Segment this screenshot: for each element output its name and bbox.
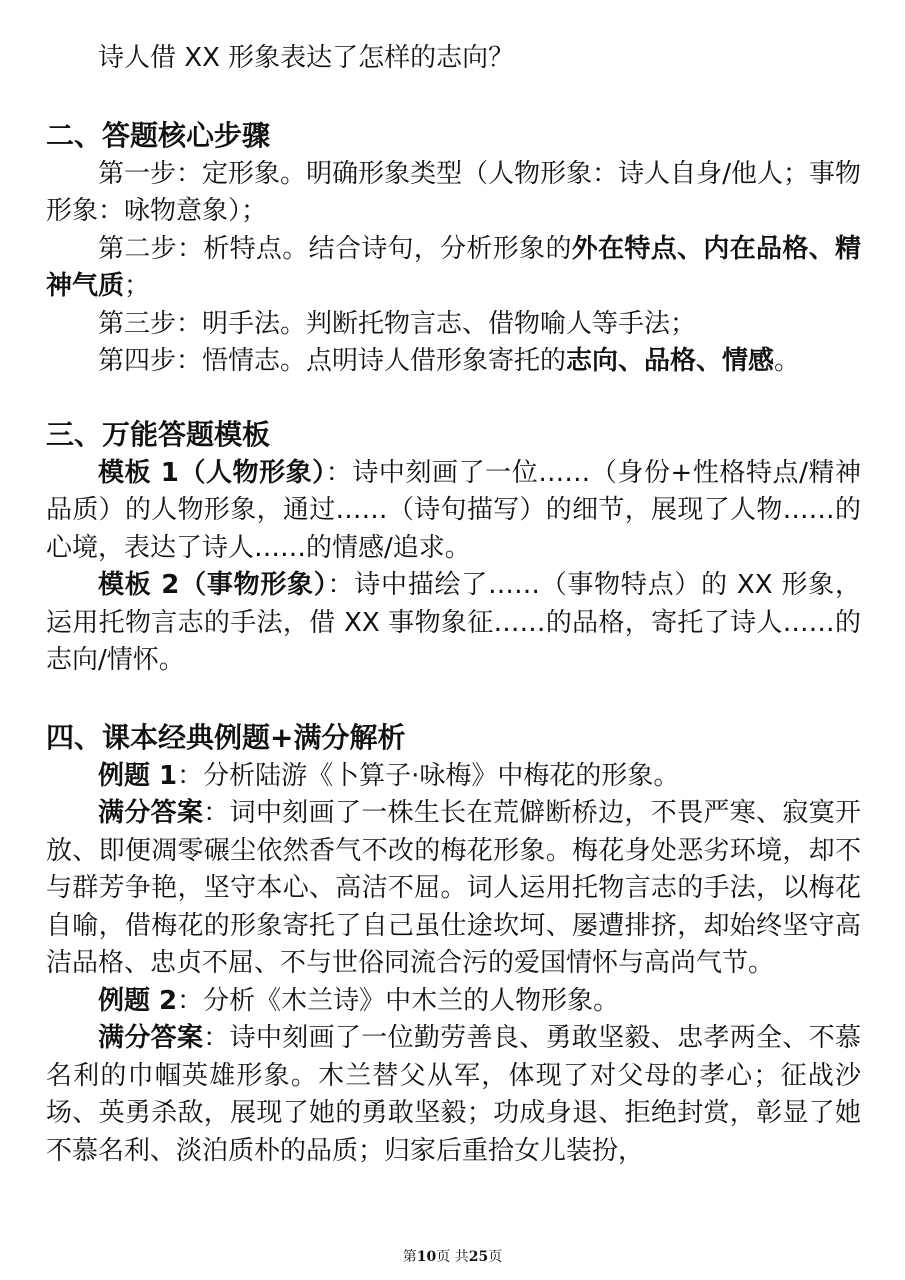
footer-middle: 页 共 (436, 1249, 469, 1265)
section-answer-steps (46, 116, 861, 381)
spacer (46, 381, 861, 415)
step-2-end: ； (124, 271, 151, 301)
answer-1-label: 满分答案 (98, 798, 204, 828)
template-2 (46, 567, 861, 680)
step-4-text: 第四步：悟情志。点明诗人借形象寄托的 (98, 346, 567, 376)
template-2-text: ：诗中描绘了……（事物特点）的 XX 形象，运用托物言志的手法，借 XX 事物象征……的品格，寄托了诗人……的志向/情怀。 (46, 570, 861, 675)
step-2-text: 第二步：析特点。结合诗句，分析形象的 (98, 233, 572, 264)
answer-1 (46, 795, 861, 983)
footer-suffix: 页 (488, 1249, 503, 1265)
section-heading: 四、课本经典例题+满分解析 (46, 720, 406, 754)
answer-2-label: 满分答案 (98, 1023, 204, 1053)
template-1-label: 模板 1（人物形象） (98, 457, 326, 488)
example-2 (46, 983, 861, 1021)
footer-prefix: 第 (402, 1249, 417, 1265)
template-2-label: 模板 2（事物形象） (98, 570, 328, 600)
step-4 (46, 343, 861, 381)
answer-2-text: ：诗中刻画了一位勤劳善良、勇敢坚毅、忠孝两全、不慕名利的巾帼英雄形象。木兰替父从军，体现了对父母的孝心；征战沙场、英勇杀敌，展现了她的勇敢坚毅；功成身退、拒绝封赏，彰显了她不慕名利、淡泊质朴的品质；归家后重拾女儿装扮， (46, 1023, 861, 1166)
answer-2 (46, 1020, 861, 1170)
step-3: 第三步：明手法。判断托物言志、借物喻人等手法； (98, 308, 697, 339)
step-2-emphasis: 外在特点、内在品格、精神气质 (46, 233, 861, 301)
answer-1-text: ：词中刻画了一株生长在荒僻断桥边，不畏严寒、寂寞开放、即便凋零碾尘依然香气不改的梅花形象。梅花身处恶劣环境，却不与群芳争艳，坚守本心、高洁不屈。词人运用托物言志的手法，以梅花自喻，借梅花的形象寄托了自己虽仕途坎坷、屡遭排挤，却始终坚守高洁品格、忠贞不屈、不与世俗同流合污的爱国情怀与高尚气节。 (46, 798, 861, 978)
example-1-text: ：分析陆游《卜算子·咏梅》中梅花的形象。 (177, 760, 680, 791)
section-heading: 三、万能答题模板 (46, 417, 271, 451)
section-answer-templates (46, 415, 861, 680)
spacer (46, 78, 861, 116)
step-2 (46, 231, 861, 306)
step-4-end: 。 (774, 346, 801, 376)
current-page-number: 10 (416, 1249, 437, 1265)
total-page-number: 25 (468, 1249, 489, 1265)
section-examples (46, 718, 861, 1171)
intro-question: 诗人借 XX 形象表达了怎样的志向？ (98, 43, 515, 73)
template-1-text: ：诗中刻画了一位……（身份+性格特点/精神品质）的人物形象，通过……（诗句描写）的细节，展现了人物……的心境，表达了诗人……的情感/追求。 (46, 457, 861, 563)
template-1 (46, 455, 861, 568)
example-1-label: 例题 1 (98, 760, 178, 791)
example-2-label: 例题 2 (98, 985, 178, 1016)
page-footer (0, 1248, 905, 1266)
page-content (46, 40, 861, 1170)
section-heading: 二、答题核心步骤 (46, 118, 271, 152)
example-1 (46, 758, 861, 796)
example-2-text: ：分析《木兰诗》中木兰的人物形象。 (177, 985, 620, 1016)
step-1: 第一步：定形象。明确形象类型（人物形象：诗人自身/他人；事物形象：咏物意象）； (46, 158, 861, 226)
spacer (46, 680, 861, 718)
step-4-emphasis: 志向、品格、情感 (566, 346, 775, 376)
